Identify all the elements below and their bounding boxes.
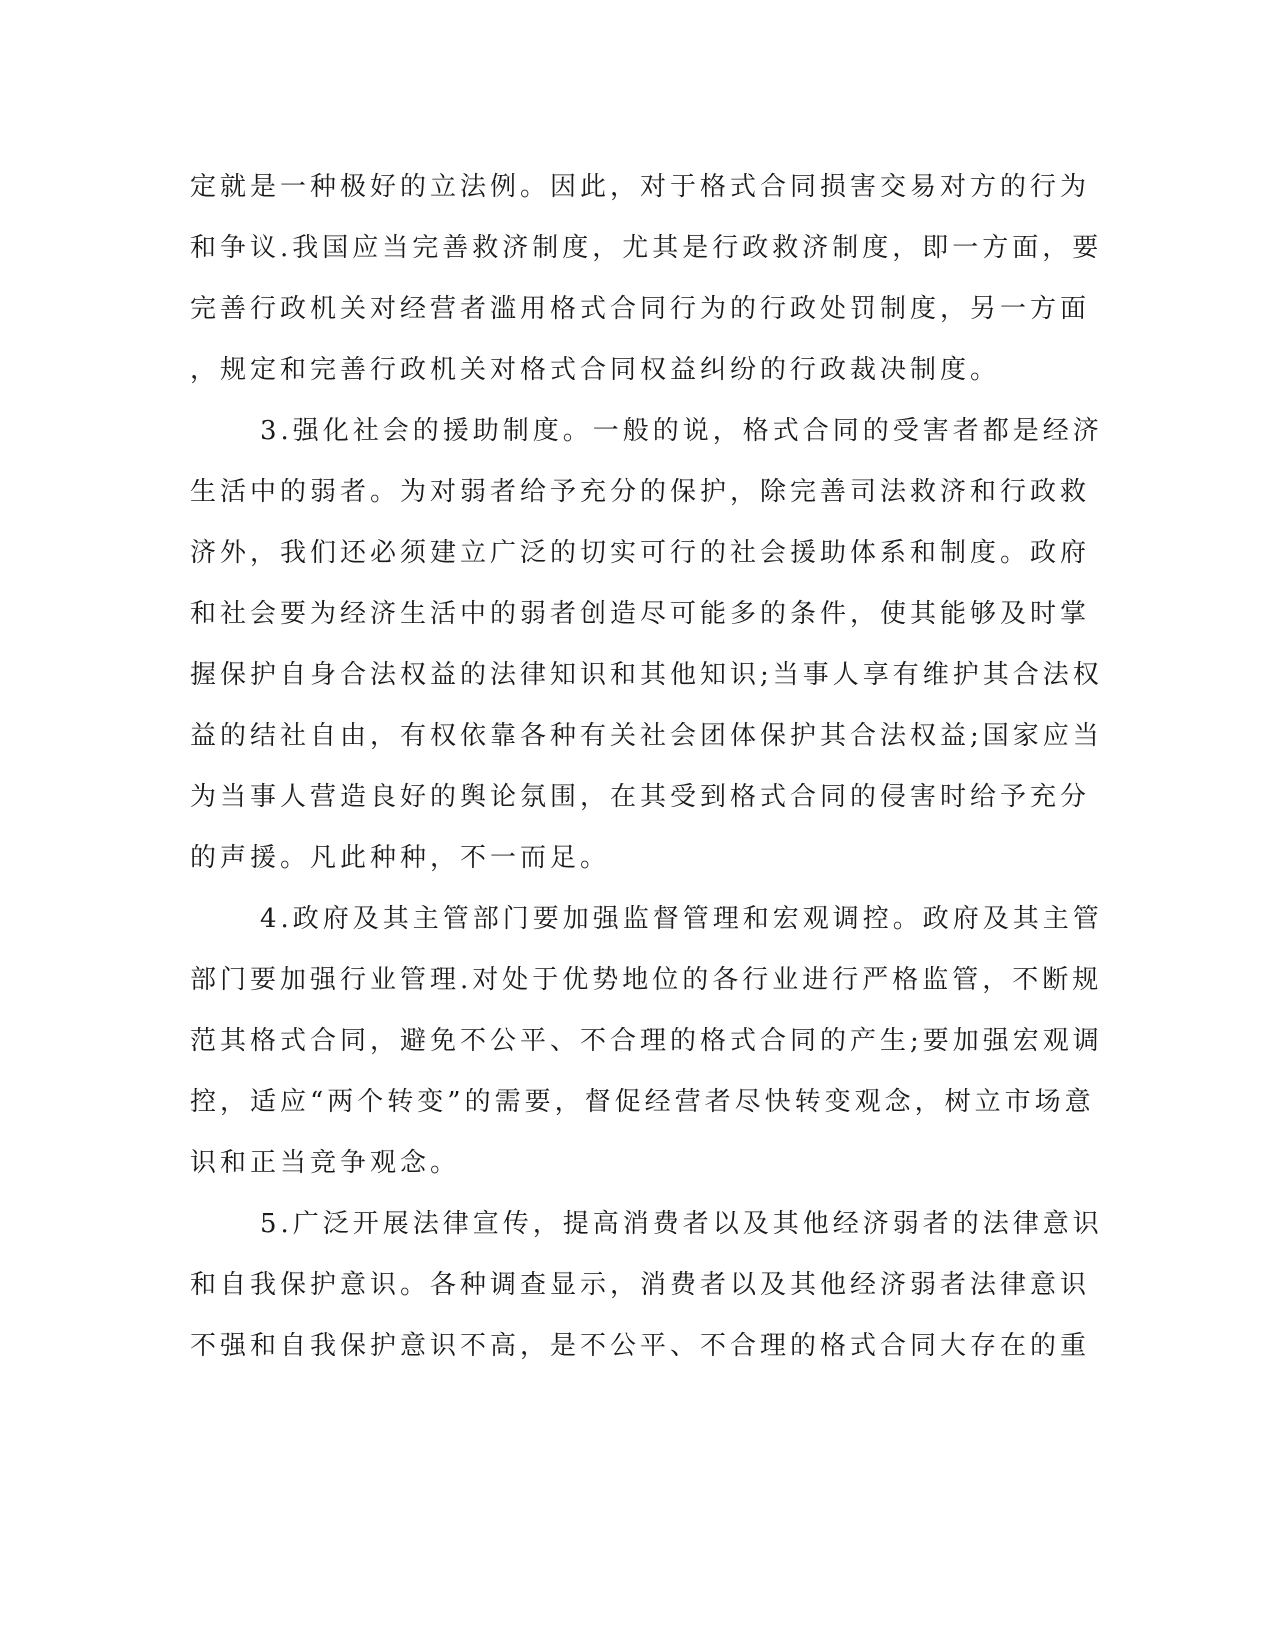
paragraph-start-line: 4.政府及其主管部门要加强监督管理和宏观调控。政府及其主管 <box>260 904 1103 934</box>
paragraph-start-line: 5.广泛开展法律宣传，提高消费者以及其他经济弱者的法律意识 <box>260 1209 1103 1239</box>
body-text <box>190 168 1103 1388</box>
text-line: ，规定和完善行政机关对格式合同权益纠纷的行政裁决制度。 <box>190 355 1001 385</box>
text-line: 握保护自身合法权益的法律知识和其他知识;当事人享有维护其合法权 <box>190 660 1103 690</box>
text-line: 和自我保护意识。各种调查显示，消费者以及其他经济弱者法律意识 <box>190 1270 1091 1300</box>
text-line: 识和正当竞争观念。 <box>190 1148 461 1178</box>
text-line: 定就是一种极好的立法例。因此，对于格式合同损害交易对方的行为 <box>190 172 1091 202</box>
text-line: 为当事人营造良好的舆论氛围，在其受到格式合同的侵害时给予充分 <box>190 782 1091 812</box>
text-line: 生活中的弱者。为对弱者给予充分的保护，除完善司法救济和行政救 <box>190 477 1091 507</box>
text-line: 的声援。凡此种种，不一而足。 <box>190 843 611 873</box>
text-line: 和社会要为经济生活中的弱者创造尽可能多的条件，使其能够及时掌 <box>190 599 1091 629</box>
text-line: 和争议.我国应当完善救济制度，尤其是行政救济制度，即一方面，要 <box>190 233 1103 263</box>
text-line: 控，适应“两个转变”的需要，督促经营者尽快转变观念，树立市场意 <box>190 1087 1095 1117</box>
text-line: 不强和自我保护意识不高，是不公平、不合理的格式合同大存在的重 <box>190 1331 1091 1361</box>
paragraph-start-line: 3.强化社会的援助制度。一般的说，格式合同的受害者都是经济 <box>260 416 1103 446</box>
text-line: 完善行政机关对经营者滥用格式合同行为的行政处罚制度，另一方面 <box>190 294 1091 324</box>
text-line: 益的结社自由，有权依靠各种有关社会团体保护其合法权益;国家应当 <box>190 721 1103 751</box>
text-line: 部门要加强行业管理.对处于优势地位的各行业进行严格监管，不断规 <box>190 965 1103 995</box>
text-line: 济外，我们还必须建立广泛的切实可行的社会援助体系和制度。政府 <box>190 538 1091 568</box>
text-line: 范其格式合同，避免不公平、不合理的格式合同的产生;要加强宏观调 <box>190 1026 1103 1056</box>
